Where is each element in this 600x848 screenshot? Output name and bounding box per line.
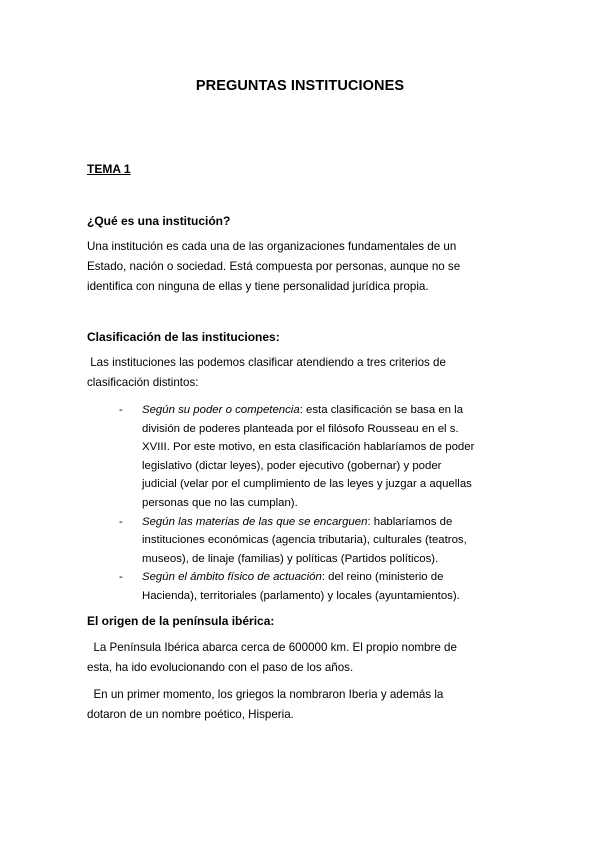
criterion-name: Según su poder o competencia (142, 404, 300, 416)
list-dash: - (119, 571, 123, 584)
text-line: En un primer momento, los griegos la nombraron Iberia y además la (87, 688, 444, 701)
intro-paragraph-clasificacion (87, 353, 507, 393)
text-line: instituciones económicas (agencia tributaria), culturales (teatros, (142, 534, 467, 547)
list-dash: - (119, 515, 123, 528)
text-line: dotaron de un nombre poético, Hisperia. (87, 708, 294, 721)
document-title: PREGUNTAS INSTITUCIONES (195, 78, 405, 94)
answer-paragraph-institucion (87, 237, 507, 297)
answer-paragraph-origen-2 (87, 685, 507, 725)
question-heading-origen: El origen de la península ibérica: (87, 614, 275, 628)
text-line: Estado, nación o sociedad. Está compuesta por personas, aunque no se (87, 260, 461, 273)
text-line: La Península Ibérica abarca cerca de 600000 km. El propio nombre de (87, 641, 457, 654)
text-line: : hablaríamos de (367, 515, 453, 528)
question-heading-clasificacion: Clasificación de las instituciones: (87, 330, 280, 344)
answer-paragraph-origen-1 (87, 638, 507, 678)
text-line: Una institución es cada una de las organizaciones fundamentales de un (87, 240, 457, 253)
criterion-name: Según las materias de las que se encarguen (142, 515, 368, 528)
list-item (117, 513, 517, 569)
text-line: XVIII. Por este motivo, en esta clasificación hablaríamos de poder (142, 441, 475, 454)
text-line: judicial (velar por el cumplimiento de las leyes y juzgar a aquellas (142, 478, 472, 491)
text-line: : del reino (ministerio de (321, 571, 444, 584)
text-line: Hacienda), territoriales (parlamento) y locales (ayuntamientos). (142, 589, 460, 602)
section-heading-tema: TEMA 1 (87, 162, 131, 176)
text-line: esta, ha ido evolucionando con el paso de los años. (87, 661, 354, 674)
text-line: Las instituciones las podemos clasificar atendiendo a tres criterios de (87, 356, 446, 369)
criterion-name: Según el ámbito físico de actuación (142, 571, 322, 584)
list-item (117, 401, 517, 513)
list-dash: - (119, 404, 123, 416)
classification-list (117, 401, 517, 606)
text-line: división de poderes planteada por el filósofo Rousseau en el s. (142, 422, 459, 435)
text-line: : esta clasificación se basa en la (299, 404, 464, 416)
text-line: clasificación distintos: (87, 376, 199, 389)
question-heading-institucion: ¿Qué es una institución? (87, 214, 231, 228)
text-line: personas que no las cumplan). (142, 496, 298, 509)
text-line: identifica con ninguna de ellas y tiene personalidad jurídica propia. (87, 280, 429, 293)
text-line: museos), de linaje (familias) y políticas (Partidos políticos). (142, 552, 439, 565)
list-item (117, 568, 517, 605)
text-line: legislativo (dictar leyes), poder ejecutivo (gobernar) y poder (142, 459, 442, 472)
